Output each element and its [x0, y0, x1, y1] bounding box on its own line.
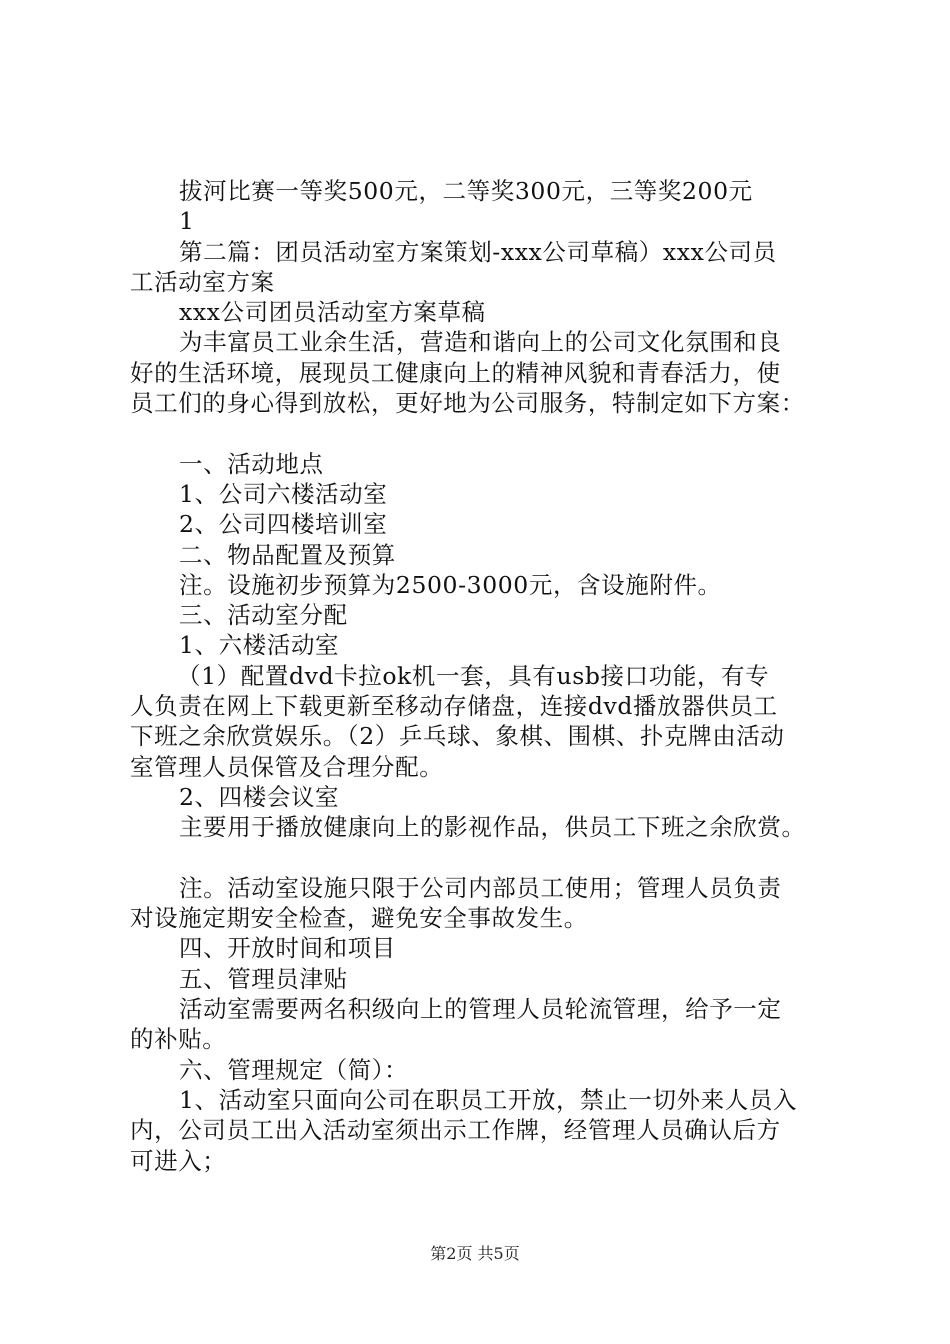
text-line: 可进入； — [130, 1146, 227, 1175]
document-title: xxx公司团员活动室方案草稿 — [179, 298, 486, 327]
text-line: 1、六楼活动室 — [179, 631, 340, 660]
text-line: （1）配置dvd卡拉ok机一套，具有usb接口功能，有专 — [177, 661, 770, 690]
text-line: 2、公司四楼培训室 — [179, 510, 388, 539]
text-line: 工活动室方案 — [130, 267, 275, 296]
text-line: 下班之余欣赏娱乐。（2）乒乓球、象棋、围棋、扑克牌由活动 — [130, 722, 785, 751]
text-line: 室管理人员保管及合理分配。 — [130, 752, 444, 781]
text-line: 1 — [179, 207, 195, 236]
document-body — [130, 176, 836, 1176]
text-line: 注。活动室设施只限于公司内部员工使用；管理人员负责 — [179, 873, 782, 902]
blank-line — [130, 418, 836, 448]
text-line: 为丰富员工业余生活，营造和谐向上的公司文化氛围和良 — [179, 328, 782, 357]
text-line: 活动室需要两名积级向上的管理人员轮流管理，给予一定 — [179, 995, 782, 1024]
text-line: 1、活动室只面向公司在职员工开放，禁止一切外来人员入 — [179, 1085, 798, 1114]
section-heading: 第二篇：团员活动室方案策划-xxx公司草稿）xxx公司员 — [179, 237, 777, 266]
text-line: 好的生活环境，展现员工健康向上的精神风貌和青春活力，使 — [130, 358, 781, 387]
text-line: 的补贴。 — [130, 1025, 227, 1054]
text-line: 拔河比赛一等奖500元，二等奖300元，三等奖200元 — [179, 177, 753, 205]
section-heading: 四、开放时间和项目 — [179, 934, 396, 963]
text-line: 2、四楼会议室 — [179, 782, 340, 811]
section-heading: 三、活动室分配 — [179, 601, 348, 630]
text-line: 注。设施初步预算为2500-3000元，含设施附件。 — [179, 570, 722, 599]
page-number-footer: 第2页 共5页 — [430, 1244, 520, 1263]
section-heading: 六、管理规定（简）： — [179, 1055, 409, 1084]
section-heading: 二、物品配置及预算 — [179, 540, 396, 569]
section-heading: 五、管理员津贴 — [179, 964, 348, 993]
section-heading: 一、活动地点 — [179, 449, 324, 478]
text-line: 员工们的身心得到放松，更好地为公司服务，特制定如下方案： — [130, 389, 805, 418]
text-line: 内，公司员工出入活动室须出示工作牌，经管理人员确认后方 — [130, 1116, 781, 1145]
blank-line — [130, 843, 836, 873]
text-line: 对设施定期安全检查，避免安全事故发生。 — [130, 904, 588, 933]
text-line: 主要用于播放健康向上的影视作品，供员工下班之余欣赏。 — [179, 813, 806, 842]
text-line: 人负责在网上下载更新至移动存储盘，连接dvd播放器供员工 — [130, 692, 778, 721]
text-line: 1、公司六楼活动室 — [179, 479, 388, 508]
